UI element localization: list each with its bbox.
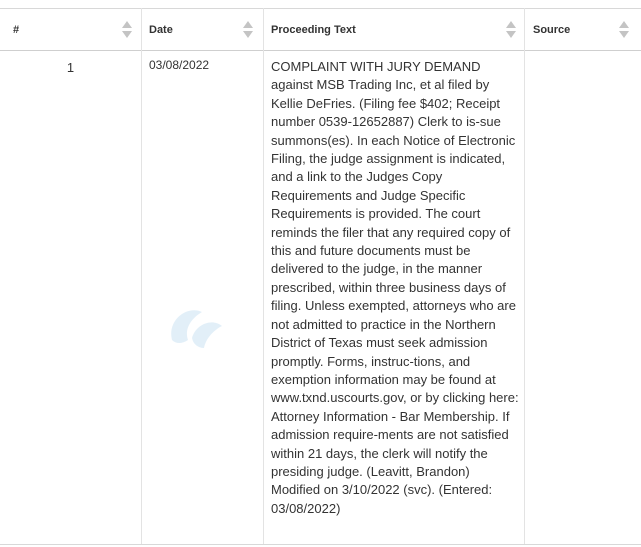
sort-arrows-icon[interactable] bbox=[243, 21, 254, 39]
sort-arrows-icon[interactable] bbox=[506, 21, 517, 39]
cell-number: 1 bbox=[66, 60, 75, 75]
table-row bbox=[0, 51, 641, 545]
cell-date: 03/08/2022 bbox=[149, 58, 210, 72]
sort-arrows-icon[interactable] bbox=[619, 21, 630, 39]
cell-proceeding-text: COMPLAINT WITH JURY DEMAND against MSB Trading Inc, et al filed by Kellie DeFries. (Filing fee $402; Receipt number 0539-12652887) Clerk to is-sue summons(es). In each Notice of Electronic Filing, the judge assignment is indicated, and a link to the Judges Copy Requirements and Judge Specific Requirements is provided. The court reminds the filer that any required copy of this and future documents must be delivered to the judge, in the manner prescribed, within three business days of filing. Unless exempted, attorneys who are not admitted to practice in the Northern District of Texas must seek admission promptly. Forms, instruc-tions, and exemption information may be found at www.txnd.uscourts.gov, or by clicking here: Attorney Information - Bar Membership. If admission require-ments are not satisfied within 21 days, the clerk will notify the presiding judge. (Leavitt, Brandon) Modified on 3/10/2022 (svc). (Entered: 03/08/2022) bbox=[271, 59, 519, 516]
column-header-label: Date bbox=[149, 24, 173, 36]
sort-arrows-icon[interactable] bbox=[122, 21, 133, 39]
column-header-proceeding-text[interactable] bbox=[263, 9, 524, 51]
watermark-logo-icon bbox=[162, 300, 232, 360]
column-header-number[interactable] bbox=[0, 9, 141, 51]
table-header bbox=[0, 8, 641, 51]
column-header-label: # bbox=[13, 24, 20, 36]
column-header-label: Proceeding Text bbox=[271, 24, 356, 36]
column-header-label: Source bbox=[533, 24, 571, 36]
